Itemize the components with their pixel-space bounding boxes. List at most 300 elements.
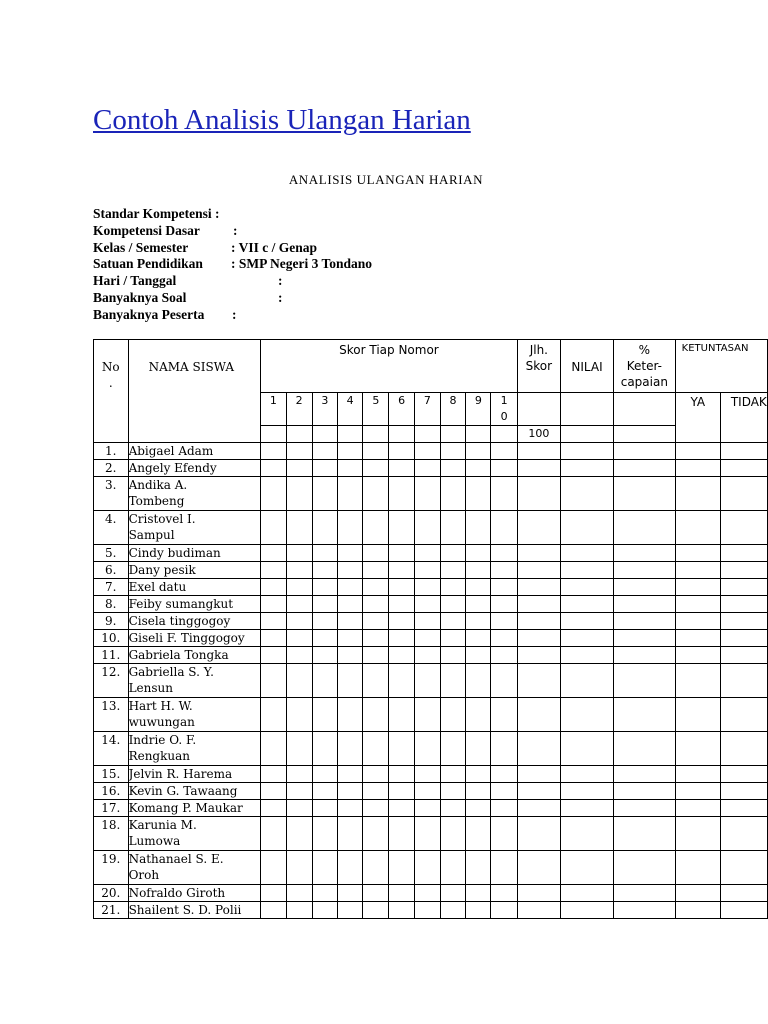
- score-cell[interactable]: [414, 545, 440, 562]
- score-cell[interactable]: [614, 630, 676, 647]
- score-cell[interactable]: [440, 477, 465, 511]
- score-cell[interactable]: [363, 800, 389, 817]
- score-cell[interactable]: [491, 613, 517, 630]
- score-cell[interactable]: [561, 613, 614, 630]
- score-cell[interactable]: [286, 851, 312, 885]
- score-cell[interactable]: [561, 579, 614, 596]
- score-cell[interactable]: [561, 630, 614, 647]
- score-cell[interactable]: [363, 562, 389, 579]
- score-cell[interactable]: [286, 630, 312, 647]
- score-cell[interactable]: [363, 511, 389, 545]
- score-cell[interactable]: [312, 511, 337, 545]
- score-cell[interactable]: [675, 613, 720, 630]
- score-cell[interactable]: [312, 630, 337, 647]
- score-cell[interactable]: [720, 579, 767, 596]
- score-cell[interactable]: [337, 885, 362, 902]
- score-cell[interactable]: [491, 783, 517, 800]
- score-cell[interactable]: [491, 698, 517, 732]
- score-cell[interactable]: [491, 579, 517, 596]
- score-cell[interactable]: [389, 800, 414, 817]
- score-cell[interactable]: [675, 443, 720, 460]
- score-cell[interactable]: [720, 817, 767, 851]
- score-cell[interactable]: [312, 613, 337, 630]
- score-cell[interactable]: [389, 817, 414, 851]
- score-cell[interactable]: [337, 443, 362, 460]
- score-cell[interactable]: [517, 817, 560, 851]
- score-cell[interactable]: [363, 647, 389, 664]
- score-cell[interactable]: [286, 817, 312, 851]
- score-cell[interactable]: [389, 562, 414, 579]
- score-cell[interactable]: [561, 783, 614, 800]
- score-cell[interactable]: [517, 851, 560, 885]
- score-cell[interactable]: [363, 902, 389, 919]
- score-cell[interactable]: [414, 851, 440, 885]
- score-cell[interactable]: [261, 511, 286, 545]
- score-cell[interactable]: [312, 851, 337, 885]
- score-cell[interactable]: [491, 511, 517, 545]
- score-cell[interactable]: [720, 630, 767, 647]
- score-cell[interactable]: [675, 647, 720, 664]
- score-cell[interactable]: [312, 800, 337, 817]
- score-cell[interactable]: [491, 902, 517, 919]
- score-cell[interactable]: [312, 545, 337, 562]
- score-cell[interactable]: [312, 477, 337, 511]
- score-cell[interactable]: [614, 885, 676, 902]
- score-cell[interactable]: [675, 477, 720, 511]
- score-cell[interactable]: [675, 851, 720, 885]
- score-cell[interactable]: [466, 885, 491, 902]
- score-cell[interactable]: [614, 647, 676, 664]
- score-cell[interactable]: [363, 613, 389, 630]
- score-cell[interactable]: [312, 902, 337, 919]
- score-cell[interactable]: [363, 732, 389, 766]
- score-cell[interactable]: [389, 579, 414, 596]
- score-cell[interactable]: [517, 579, 560, 596]
- score-cell[interactable]: [414, 613, 440, 630]
- score-cell[interactable]: [261, 579, 286, 596]
- score-cell[interactable]: [363, 766, 389, 783]
- score-cell[interactable]: [675, 511, 720, 545]
- score-cell[interactable]: [261, 817, 286, 851]
- score-cell[interactable]: [389, 630, 414, 647]
- score-cell[interactable]: [561, 545, 614, 562]
- score-cell[interactable]: [414, 885, 440, 902]
- score-cell[interactable]: [286, 545, 312, 562]
- score-cell[interactable]: [720, 851, 767, 885]
- score-cell[interactable]: [440, 443, 465, 460]
- score-cell[interactable]: [261, 664, 286, 698]
- score-cell[interactable]: [286, 477, 312, 511]
- score-cell[interactable]: [517, 443, 560, 460]
- score-cell[interactable]: [614, 460, 676, 477]
- score-cell[interactable]: [466, 596, 491, 613]
- score-cell[interactable]: [561, 902, 614, 919]
- score-cell[interactable]: [491, 545, 517, 562]
- score-cell[interactable]: [440, 579, 465, 596]
- score-cell[interactable]: [517, 732, 560, 766]
- score-cell[interactable]: [312, 460, 337, 477]
- score-cell[interactable]: [414, 511, 440, 545]
- score-cell[interactable]: [389, 477, 414, 511]
- score-cell[interactable]: [312, 647, 337, 664]
- score-cell[interactable]: [491, 562, 517, 579]
- score-cell[interactable]: [440, 885, 465, 902]
- score-cell[interactable]: [414, 630, 440, 647]
- score-cell[interactable]: [720, 664, 767, 698]
- score-cell[interactable]: [261, 630, 286, 647]
- score-cell[interactable]: [675, 579, 720, 596]
- score-cell[interactable]: [337, 800, 362, 817]
- score-cell[interactable]: [389, 902, 414, 919]
- score-cell[interactable]: [720, 511, 767, 545]
- score-cell[interactable]: [675, 817, 720, 851]
- score-cell[interactable]: [312, 443, 337, 460]
- score-cell[interactable]: [517, 630, 560, 647]
- score-cell[interactable]: [720, 477, 767, 511]
- score-cell[interactable]: [261, 613, 286, 630]
- score-cell[interactable]: [312, 579, 337, 596]
- score-cell[interactable]: [414, 477, 440, 511]
- score-cell[interactable]: [337, 732, 362, 766]
- score-cell[interactable]: [720, 732, 767, 766]
- score-cell[interactable]: [561, 511, 614, 545]
- score-cell[interactable]: [363, 477, 389, 511]
- score-cell[interactable]: [312, 766, 337, 783]
- score-cell[interactable]: [261, 800, 286, 817]
- score-cell[interactable]: [337, 766, 362, 783]
- score-cell[interactable]: [363, 698, 389, 732]
- score-cell[interactable]: [337, 630, 362, 647]
- score-cell[interactable]: [466, 545, 491, 562]
- score-cell[interactable]: [491, 732, 517, 766]
- score-cell[interactable]: [614, 613, 676, 630]
- score-cell[interactable]: [466, 613, 491, 630]
- score-cell[interactable]: [517, 800, 560, 817]
- score-cell[interactable]: [363, 579, 389, 596]
- score-cell[interactable]: [720, 443, 767, 460]
- score-cell[interactable]: [286, 766, 312, 783]
- score-cell[interactable]: [675, 698, 720, 732]
- score-cell[interactable]: [517, 596, 560, 613]
- score-cell[interactable]: [261, 698, 286, 732]
- score-cell[interactable]: [440, 511, 465, 545]
- score-cell[interactable]: [337, 647, 362, 664]
- score-cell[interactable]: [466, 460, 491, 477]
- score-cell[interactable]: [414, 902, 440, 919]
- score-cell[interactable]: [337, 613, 362, 630]
- score-cell[interactable]: [466, 562, 491, 579]
- score-cell[interactable]: [312, 885, 337, 902]
- score-cell[interactable]: [414, 596, 440, 613]
- score-cell[interactable]: [363, 851, 389, 885]
- score-cell[interactable]: [614, 817, 676, 851]
- score-cell[interactable]: [466, 817, 491, 851]
- score-cell[interactable]: [561, 800, 614, 817]
- score-cell[interactable]: [261, 443, 286, 460]
- score-cell[interactable]: [466, 783, 491, 800]
- score-cell[interactable]: [466, 664, 491, 698]
- score-cell[interactable]: [312, 817, 337, 851]
- page-title[interactable]: Contoh Analisis Ulangan Harian: [93, 104, 471, 136]
- score-cell[interactable]: [614, 443, 676, 460]
- score-cell[interactable]: [491, 817, 517, 851]
- score-cell[interactable]: [337, 698, 362, 732]
- score-cell[interactable]: [312, 562, 337, 579]
- score-cell[interactable]: [414, 562, 440, 579]
- score-cell[interactable]: [466, 630, 491, 647]
- score-cell[interactable]: [363, 885, 389, 902]
- score-cell[interactable]: [675, 783, 720, 800]
- score-cell[interactable]: [286, 732, 312, 766]
- score-cell[interactable]: [312, 783, 337, 800]
- score-cell[interactable]: [561, 562, 614, 579]
- score-cell[interactable]: [440, 460, 465, 477]
- score-cell[interactable]: [389, 545, 414, 562]
- score-cell[interactable]: [261, 766, 286, 783]
- score-cell[interactable]: [312, 596, 337, 613]
- score-cell[interactable]: [389, 613, 414, 630]
- score-cell[interactable]: [337, 664, 362, 698]
- score-cell[interactable]: [466, 511, 491, 545]
- score-cell[interactable]: [414, 443, 440, 460]
- score-cell[interactable]: [440, 783, 465, 800]
- score-cell[interactable]: [720, 613, 767, 630]
- score-cell[interactable]: [614, 698, 676, 732]
- score-cell[interactable]: [466, 800, 491, 817]
- score-cell[interactable]: [561, 698, 614, 732]
- score-cell[interactable]: [286, 783, 312, 800]
- score-cell[interactable]: [720, 766, 767, 783]
- score-cell[interactable]: [675, 766, 720, 783]
- score-cell[interactable]: [286, 647, 312, 664]
- score-cell[interactable]: [337, 902, 362, 919]
- score-cell[interactable]: [614, 562, 676, 579]
- score-cell[interactable]: [337, 511, 362, 545]
- score-cell[interactable]: [440, 851, 465, 885]
- score-cell[interactable]: [389, 885, 414, 902]
- score-cell[interactable]: [337, 783, 362, 800]
- score-cell[interactable]: [261, 460, 286, 477]
- score-cell[interactable]: [261, 647, 286, 664]
- score-cell[interactable]: [491, 443, 517, 460]
- score-cell[interactable]: [440, 766, 465, 783]
- score-cell[interactable]: [440, 800, 465, 817]
- score-cell[interactable]: [614, 766, 676, 783]
- score-cell[interactable]: [286, 698, 312, 732]
- score-cell[interactable]: [517, 664, 560, 698]
- score-cell[interactable]: [440, 647, 465, 664]
- score-cell[interactable]: [491, 647, 517, 664]
- score-cell[interactable]: [466, 579, 491, 596]
- score-cell[interactable]: [363, 596, 389, 613]
- score-cell[interactable]: [414, 766, 440, 783]
- score-cell[interactable]: [337, 851, 362, 885]
- score-cell[interactable]: [517, 902, 560, 919]
- score-cell[interactable]: [466, 443, 491, 460]
- score-cell[interactable]: [440, 698, 465, 732]
- score-cell[interactable]: [675, 562, 720, 579]
- score-cell[interactable]: [517, 545, 560, 562]
- score-cell[interactable]: [720, 596, 767, 613]
- score-cell[interactable]: [466, 902, 491, 919]
- score-cell[interactable]: [440, 664, 465, 698]
- score-cell[interactable]: [561, 460, 614, 477]
- score-cell[interactable]: [720, 460, 767, 477]
- score-cell[interactable]: [675, 596, 720, 613]
- score-cell[interactable]: [389, 596, 414, 613]
- score-cell[interactable]: [363, 545, 389, 562]
- score-cell[interactable]: [491, 596, 517, 613]
- score-cell[interactable]: [337, 562, 362, 579]
- score-cell[interactable]: [389, 783, 414, 800]
- score-cell[interactable]: [720, 885, 767, 902]
- score-cell[interactable]: [440, 545, 465, 562]
- score-cell[interactable]: [614, 800, 676, 817]
- score-cell[interactable]: [286, 800, 312, 817]
- score-cell[interactable]: [561, 647, 614, 664]
- score-cell[interactable]: [614, 851, 676, 885]
- score-cell[interactable]: [614, 902, 676, 919]
- score-cell[interactable]: [675, 902, 720, 919]
- score-cell[interactable]: [414, 460, 440, 477]
- score-cell[interactable]: [517, 511, 560, 545]
- score-cell[interactable]: [491, 630, 517, 647]
- score-cell[interactable]: [286, 562, 312, 579]
- score-cell[interactable]: [517, 698, 560, 732]
- score-cell[interactable]: [466, 647, 491, 664]
- score-cell[interactable]: [720, 562, 767, 579]
- score-cell[interactable]: [261, 732, 286, 766]
- score-cell[interactable]: [312, 732, 337, 766]
- score-cell[interactable]: [561, 732, 614, 766]
- score-cell[interactable]: [312, 698, 337, 732]
- score-cell[interactable]: [561, 766, 614, 783]
- score-cell[interactable]: [720, 698, 767, 732]
- score-cell[interactable]: [675, 545, 720, 562]
- score-cell[interactable]: [363, 443, 389, 460]
- score-cell[interactable]: [286, 579, 312, 596]
- score-cell[interactable]: [337, 460, 362, 477]
- score-cell[interactable]: [675, 630, 720, 647]
- score-cell[interactable]: [337, 817, 362, 851]
- score-cell[interactable]: [675, 664, 720, 698]
- score-cell[interactable]: [261, 562, 286, 579]
- score-cell[interactable]: [517, 477, 560, 511]
- score-cell[interactable]: [466, 851, 491, 885]
- score-cell[interactable]: [675, 800, 720, 817]
- score-cell[interactable]: [561, 851, 614, 885]
- score-cell[interactable]: [286, 443, 312, 460]
- score-cell[interactable]: [286, 613, 312, 630]
- score-cell[interactable]: [614, 664, 676, 698]
- score-cell[interactable]: [337, 596, 362, 613]
- score-cell[interactable]: [414, 579, 440, 596]
- score-cell[interactable]: [363, 783, 389, 800]
- score-cell[interactable]: [440, 562, 465, 579]
- score-cell[interactable]: [414, 783, 440, 800]
- score-cell[interactable]: [440, 613, 465, 630]
- score-cell[interactable]: [561, 885, 614, 902]
- score-cell[interactable]: [517, 783, 560, 800]
- score-cell[interactable]: [614, 596, 676, 613]
- score-cell[interactable]: [414, 647, 440, 664]
- score-cell[interactable]: [720, 800, 767, 817]
- score-cell[interactable]: [614, 783, 676, 800]
- score-cell[interactable]: [440, 817, 465, 851]
- score-cell[interactable]: [614, 732, 676, 766]
- score-cell[interactable]: [720, 647, 767, 664]
- score-cell[interactable]: [286, 664, 312, 698]
- score-cell[interactable]: [286, 885, 312, 902]
- score-cell[interactable]: [517, 885, 560, 902]
- score-cell[interactable]: [389, 851, 414, 885]
- score-cell[interactable]: [491, 800, 517, 817]
- score-cell[interactable]: [675, 460, 720, 477]
- score-cell[interactable]: [389, 443, 414, 460]
- score-cell[interactable]: [675, 732, 720, 766]
- score-cell[interactable]: [440, 596, 465, 613]
- score-cell[interactable]: [466, 732, 491, 766]
- score-cell[interactable]: [614, 511, 676, 545]
- score-cell[interactable]: [614, 477, 676, 511]
- score-cell[interactable]: [261, 902, 286, 919]
- score-cell[interactable]: [414, 732, 440, 766]
- score-cell[interactable]: [491, 460, 517, 477]
- score-cell[interactable]: [363, 664, 389, 698]
- score-cell[interactable]: [312, 664, 337, 698]
- score-cell[interactable]: [261, 885, 286, 902]
- score-cell[interactable]: [517, 766, 560, 783]
- score-cell[interactable]: [440, 732, 465, 766]
- score-cell[interactable]: [414, 664, 440, 698]
- score-cell[interactable]: [561, 596, 614, 613]
- score-cell[interactable]: [261, 545, 286, 562]
- score-cell[interactable]: [286, 902, 312, 919]
- score-cell[interactable]: [363, 817, 389, 851]
- score-cell[interactable]: [561, 817, 614, 851]
- score-cell[interactable]: [491, 664, 517, 698]
- score-cell[interactable]: [720, 783, 767, 800]
- score-cell[interactable]: [286, 511, 312, 545]
- score-cell[interactable]: [389, 732, 414, 766]
- score-cell[interactable]: [614, 545, 676, 562]
- score-cell[interactable]: [261, 596, 286, 613]
- score-cell[interactable]: [440, 902, 465, 919]
- score-cell[interactable]: [491, 885, 517, 902]
- score-cell[interactable]: [675, 885, 720, 902]
- score-cell[interactable]: [491, 766, 517, 783]
- score-cell[interactable]: [414, 800, 440, 817]
- score-cell[interactable]: [561, 443, 614, 460]
- score-cell[interactable]: [286, 460, 312, 477]
- score-cell[interactable]: [261, 477, 286, 511]
- score-cell[interactable]: [517, 647, 560, 664]
- score-cell[interactable]: [337, 579, 362, 596]
- score-cell[interactable]: [389, 511, 414, 545]
- score-cell[interactable]: [286, 596, 312, 613]
- score-cell[interactable]: [261, 783, 286, 800]
- score-cell[interactable]: [614, 579, 676, 596]
- score-cell[interactable]: [561, 477, 614, 511]
- score-cell[interactable]: [389, 664, 414, 698]
- score-cell[interactable]: [491, 851, 517, 885]
- score-cell[interactable]: [466, 477, 491, 511]
- score-cell[interactable]: [389, 647, 414, 664]
- score-cell[interactable]: [261, 851, 286, 885]
- score-cell[interactable]: [414, 698, 440, 732]
- score-cell[interactable]: [337, 477, 362, 511]
- score-cell[interactable]: [440, 630, 465, 647]
